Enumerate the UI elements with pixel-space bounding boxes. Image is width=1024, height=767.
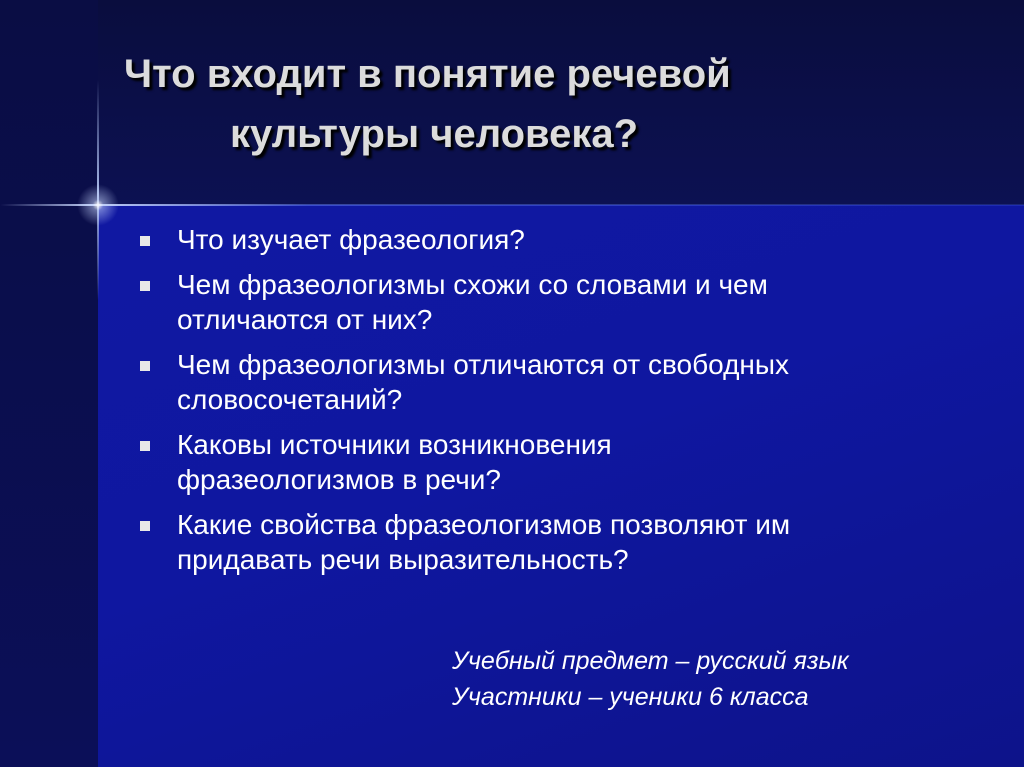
slide-title <box>124 44 731 164</box>
list-item-text-line-1: Чем фразеологизмы отличаются от свободных <box>177 349 790 380</box>
list-item-text-line-2: придавать речи выразительность? <box>177 544 629 575</box>
slide-footer <box>452 643 849 715</box>
square-bullet-icon <box>140 281 150 291</box>
square-bullet-icon <box>140 521 150 531</box>
question-list <box>140 222 980 587</box>
list-item-text-line-1: Чем фразеологизмы схожи со словами и чем <box>177 269 768 300</box>
list-item-text-line-1: Что изучает фразеология? <box>177 224 525 255</box>
list-item <box>140 222 980 257</box>
background-left-band <box>0 0 98 767</box>
list-item-text-line-1: Каковы источники возникновения <box>177 429 612 460</box>
slide-title-line-2: культуры человека? <box>230 112 639 156</box>
square-bullet-icon <box>140 236 150 246</box>
list-item-text-line-2: словосочетаний? <box>177 384 403 415</box>
list-item <box>140 507 980 577</box>
light-flare-horizontal <box>0 204 1024 206</box>
square-bullet-icon <box>140 441 150 451</box>
footer-participants: Участники – ученики 6 класса <box>452 683 809 711</box>
list-item <box>140 347 980 417</box>
list-item-text-line-2: отличаются от них? <box>177 304 433 335</box>
list-item <box>140 267 980 337</box>
list-item-text-line-2: фразеологизмов в речи? <box>177 464 501 495</box>
list-item <box>140 427 980 497</box>
square-bullet-icon <box>140 361 150 371</box>
light-flare-glow <box>77 184 119 226</box>
slide-title-line-1: Что входит в понятие речевой <box>124 52 731 96</box>
footer-subject: Учебный предмет – русский язык <box>452 647 849 675</box>
list-item-text-line-1: Какие свойства фразеологизмов позволяют им <box>177 509 791 540</box>
